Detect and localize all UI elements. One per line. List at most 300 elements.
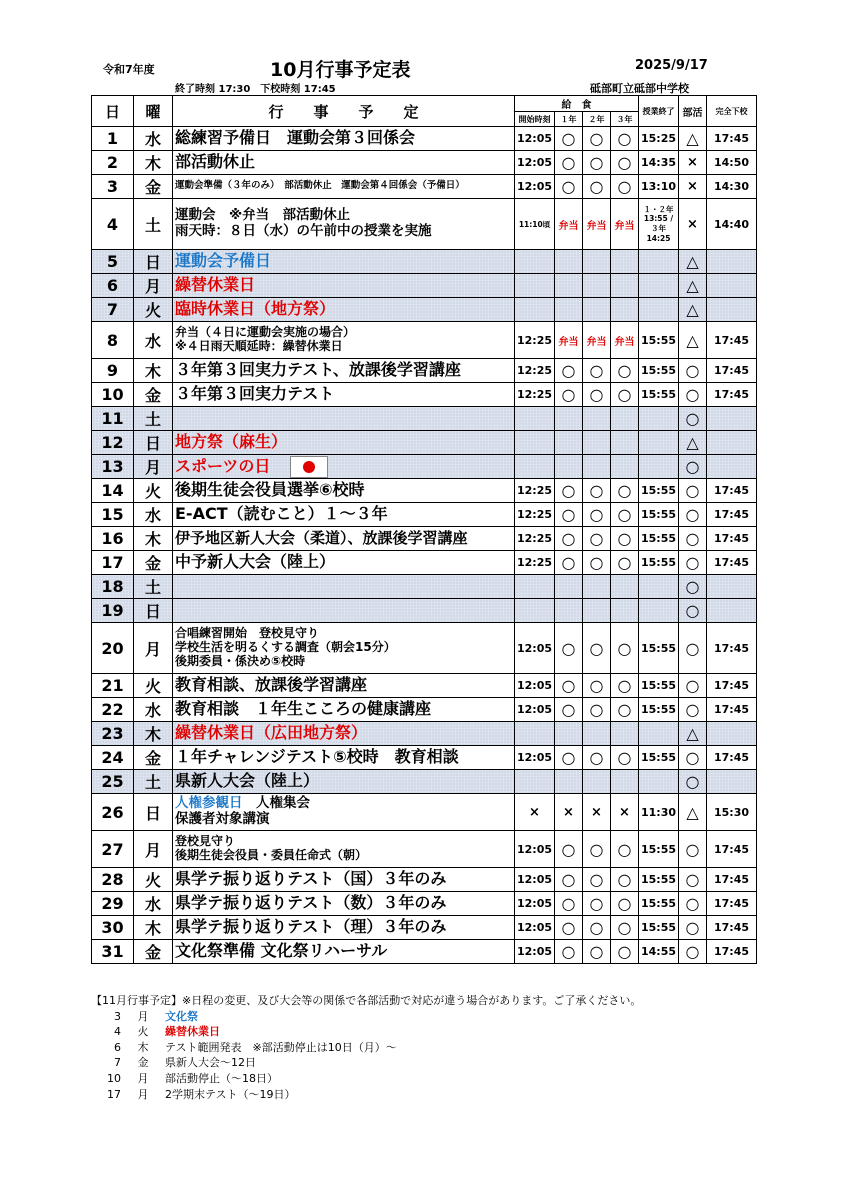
day-cell: 1 [92,127,134,151]
grade1-lunch-cell: ○ [555,359,583,383]
lunch-start-cell: 12:05 [515,127,555,151]
note-day: 17 [107,1087,121,1101]
japan-flag-icon [290,456,328,478]
dismissal-cell: 15:30 [707,794,757,831]
schedule-row [92,892,757,916]
grade1-lunch-cell: 弁当 [555,199,583,250]
schedule-row [92,250,757,274]
weekday-cell: 木 [134,722,173,746]
class-end-cell [639,722,679,746]
class-end-cell: 15:55 [639,359,679,383]
class-end-cell [639,274,679,298]
event-text: 繰替休業日（広田地方祭） [175,723,368,743]
event-text: 学校生活を明るくする調査（朝会15分） [175,640,396,655]
dismissal-cell: 17:45 [707,892,757,916]
club-cell: × [679,199,707,250]
col-grade1: １年 [555,112,583,127]
class-end-cell: 15:55 [639,322,679,359]
schedule-row [92,151,757,175]
class-end-cell: 14:35 [639,151,679,175]
grade1-lunch-cell: ○ [555,503,583,527]
grade2-lunch-cell: 弁当 [583,199,611,250]
events-cell [173,940,515,964]
grade2-lunch-cell: ○ [583,698,611,722]
grade3-lunch-cell [611,274,639,298]
note-text: テスト範囲発表 ※部活動停止は10日（月）～ [165,1040,397,1054]
grade1-lunch-cell: ○ [555,551,583,575]
grade2-lunch-cell [583,455,611,479]
col-lunch-start: 開始時刻 [515,112,555,127]
grade1-lunch-cell: ○ [555,746,583,770]
grade1-lunch-cell: ○ [555,674,583,698]
event-text: 県新人大会（陸上） [175,771,320,791]
grade3-lunch-cell: ○ [611,383,639,407]
club-cell: △ [679,322,707,359]
event-text: 弁当（４日に運動会実施の場合） [175,325,356,340]
schedule-row [92,940,757,964]
grade2-lunch-cell: ○ [583,151,611,175]
grade2-lunch-cell: ○ [583,383,611,407]
grade2-lunch-cell [583,431,611,455]
lunch-start-cell [515,274,555,298]
schedule-row [92,831,757,868]
grade3-lunch-cell: ○ [611,551,639,575]
day-cell: 20 [92,623,134,674]
weekday-cell: 金 [134,746,173,770]
school-name: 砥部町立砥部中学校 [590,82,689,95]
class-end-cell: 15:55 [639,674,679,698]
events-cell [173,175,515,199]
lunch-start-cell [515,407,555,431]
grade2-lunch-cell: 弁当 [583,322,611,359]
club-cell: △ [679,431,707,455]
lunch-start-cell [515,770,555,794]
weekday-cell: 水 [134,698,173,722]
col-dismissal: 完全下校 [707,96,757,127]
lunch-start-cell [515,575,555,599]
grade1-lunch-cell [555,722,583,746]
dismissal-times: 終了時刻 17:30 下校時刻 17:45 [175,84,336,95]
grade1-lunch-cell: ○ [555,623,583,674]
note-weekday: 月 [137,1009,149,1023]
grade1-lunch-cell: ○ [555,916,583,940]
club-cell: × [679,151,707,175]
day-cell: 14 [92,479,134,503]
schedule-row [92,916,757,940]
weekday-cell: 日 [134,250,173,274]
dismissal-cell: 17:45 [707,746,757,770]
grade1-lunch-cell: ○ [555,698,583,722]
grade3-lunch-cell [611,455,639,479]
grade2-lunch-cell: ○ [583,892,611,916]
club-cell: ○ [679,770,707,794]
day-cell: 12 [92,431,134,455]
event-text: 合唱練習開始 登校見守り [175,626,320,641]
day-cell: 5 [92,250,134,274]
schedule-row [92,274,757,298]
schedule-row [92,551,757,575]
col-class-end: 授業終了 [639,96,679,127]
weekday-cell: 木 [134,916,173,940]
schedule-row [92,503,757,527]
weekday-cell: 日 [134,431,173,455]
grade3-lunch-cell [611,298,639,322]
day-cell: 4 [92,199,134,250]
weekday-cell: 金 [134,175,173,199]
dismissal-cell: 17:45 [707,479,757,503]
grade3-lunch-cell: ○ [611,940,639,964]
grade2-lunch-cell: ○ [583,746,611,770]
class-end-cell [639,250,679,274]
event-text: 運動会 ※弁当 部活動休止 [175,207,351,224]
club-cell: × [679,175,707,199]
note-day: 4 [114,1025,121,1039]
grade2-lunch-cell: ○ [583,127,611,151]
note-weekday: 月 [137,1087,149,1101]
event-text: 臨時休業日（地方祭） [175,299,336,319]
col-events: 行 事 予 定 [173,96,515,127]
day-cell: 27 [92,831,134,868]
weekday-cell: 木 [134,527,173,551]
grade2-lunch-cell [583,407,611,431]
events-cell [173,794,515,831]
class-end-cell: １・２年 13:55 / ３年 14:25 [639,199,679,250]
grade3-lunch-cell: ○ [611,127,639,151]
note-weekday: 木 [137,1040,149,1054]
event-text: ３年第３回実力テスト [175,384,335,404]
events-cell [173,199,515,250]
class-end-cell: 15:55 [639,916,679,940]
grade2-lunch-cell: ○ [583,868,611,892]
weekday-cell: 火 [134,674,173,698]
events-cell [173,359,515,383]
dismissal-cell: 14:30 [707,175,757,199]
grade2-lunch-cell: ○ [583,916,611,940]
class-end-cell [639,455,679,479]
day-cell: 28 [92,868,134,892]
day-cell: 31 [92,940,134,964]
grade2-lunch-cell: ○ [583,940,611,964]
grade3-lunch-cell: ○ [611,868,639,892]
day-cell: 7 [92,298,134,322]
col-club: 部活 [679,96,707,127]
events-cell [173,831,515,868]
events-cell [173,407,515,431]
grade2-lunch-cell [583,770,611,794]
grade3-lunch-cell: ○ [611,151,639,175]
event-text: 総練習予備日 運動会第３回係会 [175,128,416,148]
grade3-lunch-cell [611,599,639,623]
weekday-cell: 火 [134,298,173,322]
weekday-cell: 金 [134,940,173,964]
event-text: 運動会準備（３年のみ） 部活動休止 運動会第４回係会（予備日） [175,180,465,192]
schedule-row [92,479,757,503]
dismissal-cell: 17:45 [707,698,757,722]
note-day: 10 [107,1071,121,1085]
day-cell: 26 [92,794,134,831]
club-cell: ○ [679,575,707,599]
dismissal-cell: 17:45 [707,623,757,674]
event-text: 県学テ振り返りテスト（数）３年のみ [175,893,447,913]
lunch-start-cell: 12:05 [515,916,555,940]
event-text: ３年第３回実力テスト、放課後学習講座 [175,360,461,380]
event-text: 後期委員・係決め⑤校時 [175,653,306,668]
dismissal-cell: 17:45 [707,868,757,892]
events-cell [173,623,515,674]
event-text: 後期生徒会役員・委員任命式（朝） [175,848,368,862]
grade1-lunch-cell [555,575,583,599]
note-day: 6 [114,1040,121,1054]
event-text: 中予新人大会（陸上） [175,552,336,572]
event-text: 保護者対象講演 [175,811,270,827]
grade3-lunch-cell: ○ [611,746,639,770]
grade2-lunch-cell [583,599,611,623]
event-text: 登校見守り [175,834,236,849]
schedule-row [92,199,757,250]
class-end-cell: 15:55 [639,623,679,674]
note-text: 文化祭 [165,1009,198,1023]
note-text: 県新人大会～12日 [165,1056,256,1070]
dismissal-cell [707,298,757,322]
lunch-start-cell: 12:25 [515,383,555,407]
dismissal-cell: 17:45 [707,503,757,527]
day-cell: 10 [92,383,134,407]
lunch-start-cell: 12:05 [515,623,555,674]
grade1-lunch-cell [555,431,583,455]
grade1-lunch-cell: ○ [555,831,583,868]
note-text: 繰替休業日 [165,1025,220,1039]
grade3-lunch-cell: × [611,794,639,831]
club-cell: ○ [679,551,707,575]
day-cell: 11 [92,407,134,431]
dismissal-cell: 17:45 [707,383,757,407]
school-year: 令和7年度 [103,63,155,76]
dismissal-cell [707,770,757,794]
events-cell [173,151,515,175]
schedule-row [92,407,757,431]
schedule-row [92,175,757,199]
event-text: 地方祭（麻生） [175,432,288,452]
event-text: ※４日雨天順延時：繰替休業日 [175,339,343,353]
grade2-lunch-cell [583,250,611,274]
day-cell: 6 [92,274,134,298]
dismissal-cell [707,599,757,623]
grade2-lunch-cell: ○ [583,674,611,698]
class-end-cell [639,431,679,455]
day-cell: 9 [92,359,134,383]
grade3-lunch-cell [611,770,639,794]
grade3-lunch-cell [611,407,639,431]
events-cell [173,770,515,794]
col-lunch: 給 食 [515,96,639,112]
lunch-start-cell [515,455,555,479]
lunch-start-cell: 12:25 [515,479,555,503]
dismissal-cell [707,722,757,746]
grade3-lunch-cell: ○ [611,503,639,527]
event-text: 部活動休止 [175,152,256,172]
note-text: 部活動停止（～18日） [165,1071,278,1085]
events-cell [173,527,515,551]
dismissal-cell: 17:45 [707,916,757,940]
schedule-row [92,298,757,322]
grade1-lunch-cell: ○ [555,479,583,503]
col-dow: 曜 [134,96,173,127]
dismissal-cell: 17:45 [707,940,757,964]
lunch-start-cell [515,722,555,746]
weekday-cell: 土 [134,407,173,431]
lunch-start-cell: 12:05 [515,892,555,916]
schedule-row [92,127,757,151]
event-text: スポーツの日 [175,456,271,475]
grade1-lunch-cell [555,770,583,794]
day-cell: 29 [92,892,134,916]
events-cell [173,250,515,274]
weekday-cell: 土 [134,770,173,794]
weekday-cell: 日 [134,599,173,623]
dismissal-cell [707,575,757,599]
grade1-lunch-cell [555,407,583,431]
grade3-lunch-cell: ○ [611,698,639,722]
next-month-notes [91,993,641,1102]
dismissal-cell [707,431,757,455]
grade1-lunch-cell: ○ [555,527,583,551]
weekday-cell: 水 [134,892,173,916]
weekday-cell: 水 [134,322,173,359]
col-grade3: ３年 [611,112,639,127]
day-cell: 21 [92,674,134,698]
events-cell [173,599,515,623]
club-cell: ○ [679,892,707,916]
grade2-lunch-cell: ○ [583,831,611,868]
event-text: 雨天時：８日（水）の午前中の授業を実施 [175,223,432,239]
day-cell: 13 [92,455,134,479]
day-cell: 23 [92,722,134,746]
club-cell: ○ [679,527,707,551]
note-text: 2学期末テスト（～19日） [165,1087,296,1101]
lunch-start-cell: 12:25 [515,551,555,575]
note-item [91,1024,641,1040]
schedule-row [92,868,757,892]
day-cell: 15 [92,503,134,527]
note-item [91,1087,641,1103]
grade1-lunch-cell: ○ [555,868,583,892]
weekday-cell: 水 [134,127,173,151]
club-cell: ○ [679,868,707,892]
issue-date: 2025/9/17 [635,58,708,73]
events-cell [173,503,515,527]
class-end-cell: 11:30 [639,794,679,831]
note-item [91,1071,641,1087]
schedule-row [92,674,757,698]
grade2-lunch-cell [583,575,611,599]
club-cell: △ [679,298,707,322]
events-cell [173,479,515,503]
dismissal-cell [707,407,757,431]
class-end-cell: 15:55 [639,527,679,551]
grade1-lunch-cell [555,455,583,479]
note-day: 7 [114,1056,121,1070]
lunch-start-cell: 12:05 [515,868,555,892]
grade2-lunch-cell: ○ [583,175,611,199]
lunch-start-cell: 12:05 [515,831,555,868]
schedule-row [92,623,757,674]
day-cell: 17 [92,551,134,575]
class-end-cell: 13:10 [639,175,679,199]
day-cell: 8 [92,322,134,359]
schedule-row [92,575,757,599]
event-text: 伊予地区新人大会（柔道）、放課後学習講座 [175,528,468,547]
lunch-start-cell [515,250,555,274]
weekday-cell: 木 [134,151,173,175]
event-text: １年チャレンジテスト⑤校時 教育相談 [175,747,459,767]
dismissal-cell: 17:45 [707,674,757,698]
event-text: 教育相談、放課後学習講座 [175,675,368,695]
notes-heading: 【11月行事予定】※日程の変更、及び大会等の関係で各部活動で対応が違う場合があります。ご了承ください。 [91,994,642,1007]
weekday-cell: 火 [134,479,173,503]
club-cell: ○ [679,698,707,722]
grade1-lunch-cell: ○ [555,175,583,199]
lunch-start-cell: 12:25 [515,527,555,551]
lunch-start-cell: 12:25 [515,503,555,527]
day-cell: 25 [92,770,134,794]
grade1-lunch-cell: ○ [555,151,583,175]
grade3-lunch-cell: ○ [611,359,639,383]
grade2-lunch-cell: ○ [583,623,611,674]
club-cell: △ [679,794,707,831]
club-cell: ○ [679,599,707,623]
dismissal-cell: 14:40 [707,199,757,250]
class-end-cell: 15:25 [639,127,679,151]
grade3-lunch-cell: ○ [611,527,639,551]
club-cell: ○ [679,383,707,407]
class-end-cell [639,407,679,431]
dismissal-cell: 17:45 [707,127,757,151]
lunch-start-cell: 12:05 [515,175,555,199]
grade1-lunch-cell: ○ [555,127,583,151]
grade3-lunch-cell [611,250,639,274]
weekday-cell: 水 [134,503,173,527]
grade1-lunch-cell [555,599,583,623]
club-cell: ○ [679,916,707,940]
grade3-lunch-cell [611,431,639,455]
schedule-table [91,95,757,964]
day-cell: 24 [92,746,134,770]
events-cell [173,322,515,359]
lunch-start-cell: 12:05 [515,674,555,698]
event-text: 人権参観日 人権集会 [175,795,310,812]
club-cell: ○ [679,940,707,964]
grade2-lunch-cell: ○ [583,503,611,527]
grade1-lunch-cell: ○ [555,383,583,407]
weekday-cell: 土 [134,199,173,250]
grade2-lunch-cell [583,298,611,322]
lunch-start-cell [515,431,555,455]
day-cell: 16 [92,527,134,551]
class-end-cell: 15:55 [639,551,679,575]
events-cell [173,274,515,298]
lunch-start-cell [515,298,555,322]
grade3-lunch-cell: ○ [611,831,639,868]
lunch-start-cell: 12:25 [515,359,555,383]
lunch-start-cell: 12:05 [515,698,555,722]
grade3-lunch-cell: 弁当 [611,199,639,250]
schedule-row [92,722,757,746]
schedule-row [92,770,757,794]
grade3-lunch-cell: ○ [611,479,639,503]
lunch-start-cell [515,599,555,623]
weekday-cell: 木 [134,359,173,383]
schedule-row [92,599,757,623]
